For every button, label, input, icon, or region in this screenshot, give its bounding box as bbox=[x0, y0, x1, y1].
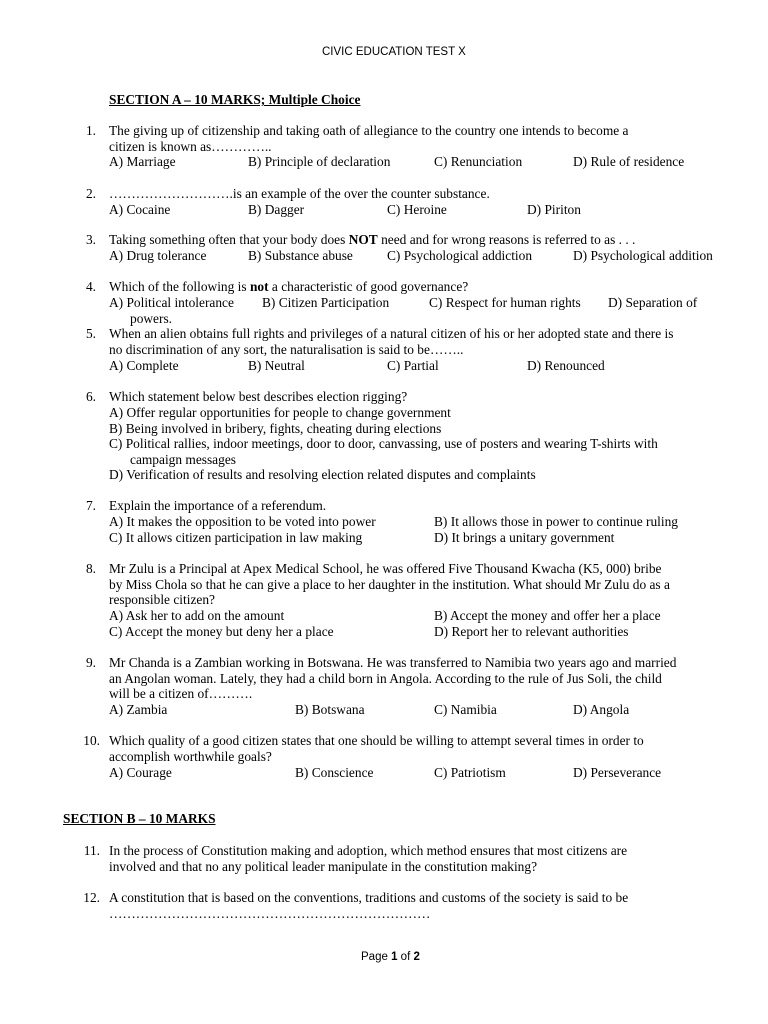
emphasis: not bbox=[249, 279, 269, 294]
page-label: Page bbox=[361, 951, 388, 963]
option-c: C) Political rallies, indoor meetings, door to door, canvassing, use of posters and wearing T-shirts with bbox=[109, 436, 658, 451]
question-text: by Miss Chola so that he can give a place to her daughter in the institution. What should Mr Zulu do as a bbox=[109, 577, 670, 592]
option-b: B) Dagger bbox=[248, 202, 305, 217]
question-text: The giving up of citizenship and taking oath of allegiance to the country one intends to become a bbox=[109, 123, 629, 138]
option-d-continued: powers. bbox=[130, 311, 173, 326]
question-text: will be a citizen of………. bbox=[109, 686, 253, 701]
question-text: Which statement below best describes election rigging? bbox=[109, 389, 408, 404]
option-d: D) Piriton bbox=[527, 202, 581, 217]
option-a: A) Complete bbox=[109, 358, 179, 373]
option-d: D) Angola bbox=[573, 702, 630, 717]
option-b: B) Botswana bbox=[295, 702, 365, 717]
question-text: Taking something often that your body does NOT need and for wrong reasons is referred to as . . . bbox=[109, 232, 636, 247]
emphasis: NOT bbox=[348, 232, 378, 247]
question-text: Which of the following is not a characteristic of good governance? bbox=[109, 279, 469, 294]
question-text: accomplish worthwhile goals? bbox=[109, 749, 272, 764]
option-b: B) Principle of declaration bbox=[248, 154, 391, 169]
option-a: A) Offer regular opportunities for people to change government bbox=[109, 405, 451, 420]
page-number: 1 bbox=[391, 951, 398, 963]
option-a: A) Political intolerance bbox=[109, 295, 234, 310]
option-b: B) Being involved in bribery, fights, cheating during elections bbox=[109, 421, 442, 436]
answer-blank: ……………………………………………………………… bbox=[109, 906, 431, 921]
option-a: A) Drug tolerance bbox=[109, 248, 207, 263]
question-number: 2. bbox=[85, 186, 96, 201]
question-text: ……………………….is an example of the over the counter substance. bbox=[109, 186, 490, 201]
option-d: D) Perseverance bbox=[573, 765, 662, 780]
question-number: 10. bbox=[83, 733, 100, 748]
of-label: of bbox=[400, 951, 411, 963]
question-number: 11. bbox=[83, 843, 100, 858]
question-text: citizen is known as………….. bbox=[109, 139, 272, 154]
question-text: Which quality of a good citizen states that one should be willing to attempt several times in order to bbox=[109, 733, 644, 748]
page-title: CIVIC EDUCATION TEST X bbox=[322, 46, 466, 58]
section-a-heading: SECTION A – 10 MARKS; Multiple Choice bbox=[109, 92, 361, 107]
option-d: D) It brings a unitary government bbox=[434, 530, 615, 545]
question-text: Explain the importance of a referendum. bbox=[109, 498, 327, 513]
question-text: When an alien obtains full rights and privileges of a natural citizen of his or her adopted state and there is bbox=[109, 326, 674, 341]
option-b: B) Accept the money and offer her a place bbox=[434, 608, 661, 623]
question-number: 1. bbox=[85, 123, 96, 138]
question-text: Mr Chanda is a Zambian working in Botswana. He was transferred to Namibia two years ago and married bbox=[109, 655, 677, 670]
page-total: 2 bbox=[413, 951, 420, 963]
question-text: Mr Zulu is a Principal at Apex Medical School, he was offered Five Thousand Kwacha (K5, 000) bribe bbox=[109, 561, 662, 576]
question-number: 8. bbox=[85, 561, 96, 576]
question-number: 3. bbox=[85, 232, 96, 247]
option-b: B) Conscience bbox=[295, 765, 374, 780]
question-number: 6. bbox=[85, 389, 96, 404]
question-text: no discrimination of any sort, the naturalisation is said to be…….. bbox=[109, 342, 464, 357]
option-d: D) Renounced bbox=[527, 358, 605, 373]
option-c: C) Psychological addiction bbox=[387, 248, 533, 263]
question-text: A constitution that is based on the conventions, traditions and customs of the society is said to be bbox=[109, 890, 629, 905]
option-a: A) Cocaine bbox=[109, 202, 171, 217]
option-c-continued: campaign messages bbox=[130, 452, 236, 467]
option-d: D) Verification of results and resolving election related disputes and complaints bbox=[109, 467, 536, 482]
question-number: 5. bbox=[85, 326, 96, 341]
option-d: D) Psychological addition bbox=[573, 248, 713, 263]
question-number: 4. bbox=[85, 279, 96, 294]
question-number: 9. bbox=[85, 655, 96, 670]
question-text: an Angolan woman. Lately, they had a child born in Angola. According to the rule of Jus Soli, the child bbox=[109, 671, 662, 686]
page-footer bbox=[361, 949, 420, 965]
option-a: A) Zambia bbox=[109, 702, 168, 717]
option-c: C) Renunciation bbox=[434, 154, 523, 169]
option-b: B) Neutral bbox=[248, 358, 305, 373]
question-text: responsible citizen? bbox=[109, 592, 215, 607]
option-c: C) Respect for human rights bbox=[429, 295, 581, 310]
option-b: B) Substance abuse bbox=[248, 248, 353, 263]
question-number: 7. bbox=[85, 498, 96, 513]
question-number: 12. bbox=[83, 890, 100, 905]
option-b: B) Citizen Participation bbox=[262, 295, 390, 310]
option-c: C) Partial bbox=[387, 358, 439, 373]
option-d: D) Rule of residence bbox=[573, 154, 685, 169]
option-c: C) Patriotism bbox=[434, 765, 506, 780]
option-a: A) Ask her to add on the amount bbox=[109, 608, 285, 623]
option-a: A) Courage bbox=[109, 765, 172, 780]
option-c: C) Accept the money but deny her a place bbox=[109, 624, 334, 639]
option-d: D) Separation of bbox=[608, 295, 698, 310]
question-text: involved and that no any political leader manipulate in the constitution making? bbox=[109, 859, 538, 874]
option-d: D) Report her to relevant authorities bbox=[434, 624, 629, 639]
option-b: B) It allows those in power to continue ruling bbox=[434, 514, 678, 529]
option-c: C) It allows citizen participation in law making bbox=[109, 530, 363, 545]
option-a: A) It makes the opposition to be voted into power bbox=[109, 514, 376, 529]
option-c: C) Heroine bbox=[387, 202, 447, 217]
option-a: A) Marriage bbox=[109, 154, 176, 169]
question-text: In the process of Constitution making and adoption, which method ensures that most citizens are bbox=[109, 843, 628, 858]
option-c: C) Namibia bbox=[434, 702, 497, 717]
section-b-heading: SECTION B – 10 MARKS bbox=[63, 811, 216, 826]
